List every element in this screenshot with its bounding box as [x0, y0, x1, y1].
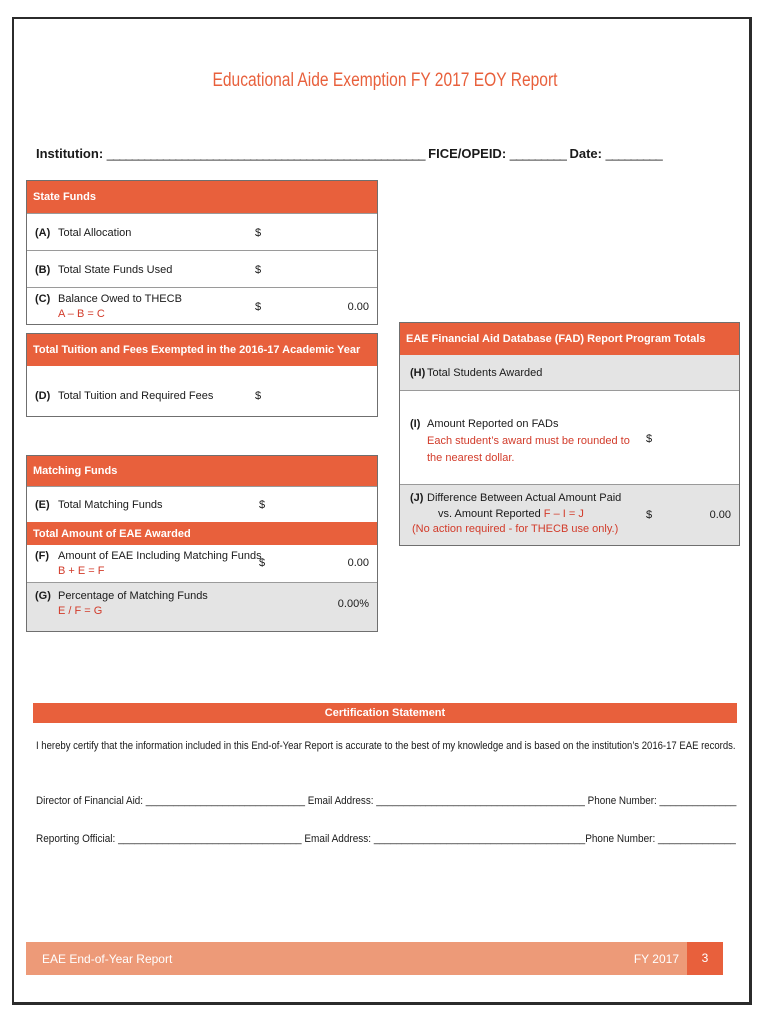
note-j: (No action required - for THECB use only.): [412, 523, 619, 535]
state-funds-header: State Funds: [27, 181, 377, 213]
fice-label: FICE/OPEID:: [428, 146, 507, 161]
label-amount-eae: Amount of EAE Including Matching Funds: [58, 550, 262, 562]
page-number: 3: [687, 942, 723, 975]
row-d: (D) Total Tuition and Required Fees $: [35, 390, 262, 402]
tuition-box: [26, 333, 378, 417]
currency-c: $: [255, 301, 262, 313]
currency-i: $: [646, 433, 653, 445]
label-amount-fads: Amount Reported on FADs: [427, 418, 559, 430]
currency-d: $: [255, 390, 262, 402]
currency-e: $: [259, 499, 266, 511]
footer-bar: [26, 942, 723, 975]
label-total-allocation: Total Allocation: [58, 227, 132, 239]
director-signature-line[interactable]: Director of Financial Aid: _____________________________ Email Address: ______________________________________ Phone Number: ______________: [36, 795, 737, 807]
currency-f: $: [259, 557, 266, 569]
label-total-state-funds-used: Total State Funds Used: [58, 264, 173, 276]
tuition-header: Total Tuition and Fees Exempted in the 2016-17 Academic Year: [27, 334, 377, 366]
row-i: (I) Amount Reported on FADs Each student’s award must be rounded to the nearest dollar. $: [400, 390, 739, 484]
fad-box: [399, 322, 740, 546]
currency-j: $: [646, 509, 653, 521]
label-difference: Difference Between Actual Amount Paid: [427, 492, 622, 504]
row-h: (H) Total Students Awarded: [400, 355, 739, 390]
formula-c: A – B = C: [58, 308, 105, 320]
value-g[interactable]: 0.00%: [337, 598, 369, 610]
formula-g: E / F = G: [58, 605, 103, 617]
note-i-2: the nearest dollar.: [427, 452, 515, 464]
row-j: (J) Difference Between Actual Amount Paid vs. Amount Reported F – I = J (No action required - for THECB use only.) $ 0.00: [400, 484, 739, 545]
value-c[interactable]: 0.00: [347, 301, 369, 313]
row-f: (F) Amount of EAE Including Matching Funds B + E = F $ 0.00: [35, 550, 369, 577]
certification-text: I hereby certify that the information included in this End-of-Year Report is accurate to the best of my knowledge and is based on the institution’s 2016-17 EAE records.: [36, 740, 736, 752]
row-g: (G) Percentage of Matching Funds E / F = G 0.00%: [27, 582, 377, 631]
footer-report-name: EAE End-of-Year Report: [42, 952, 173, 966]
date-field[interactable]: _________: [605, 146, 662, 161]
institution-field[interactable]: ___________________________________________________: [106, 146, 425, 161]
label-percentage-matching: Percentage of Matching Funds: [58, 590, 208, 602]
date-label: Date:: [569, 146, 602, 161]
certification-header: Certification Statement: [33, 703, 737, 723]
formula-j: F – I = J: [543, 508, 584, 520]
institution-label: Institution:: [36, 146, 104, 161]
currency-a: $: [255, 227, 262, 239]
eae-total-header: Total Amount of EAE Awarded: [27, 522, 377, 545]
footer-fiscal-year: FY 2017: [633, 952, 679, 966]
note-i-1: Each student’s award must be rounded to: [427, 435, 630, 447]
matching-header: Matching Funds: [27, 456, 377, 486]
fad-header: EAE Financial Aid Database (FAD) Report Program Totals: [400, 323, 739, 355]
label-total-students: Total Students Awarded: [427, 367, 543, 379]
value-f[interactable]: 0.00: [347, 557, 369, 569]
header-line: [36, 146, 662, 161]
label-vs-reported: vs. Amount Reported F – I = J: [438, 508, 584, 520]
row-e: (E) Total Matching Funds $: [27, 486, 377, 522]
row-a: (A) Total Allocation $: [27, 213, 377, 250]
label-total-tuition: Total Tuition and Required Fees: [58, 390, 214, 402]
state-funds-box: [26, 180, 378, 325]
currency-b: $: [255, 264, 262, 276]
label-total-matching: Total Matching Funds: [58, 499, 163, 511]
row-c: (C) Balance Owed to THECB A – B = C $ 0.00: [27, 287, 377, 324]
page-title: Educational Aide Exemption FY 2017 EOY Report: [212, 70, 558, 91]
fice-field[interactable]: _________: [509, 146, 566, 161]
formula-f: B + E = F: [58, 565, 105, 577]
value-j[interactable]: 0.00: [709, 509, 731, 521]
row-b: (B) Total State Funds Used $: [27, 250, 377, 287]
label-balance-owed: Balance Owed to THECB: [58, 293, 182, 305]
reporting-official-line[interactable]: Reporting Official: _________________________________ Email Address: ______________________________________Phone Number: ______________: [36, 833, 736, 845]
matching-box: [26, 455, 378, 632]
